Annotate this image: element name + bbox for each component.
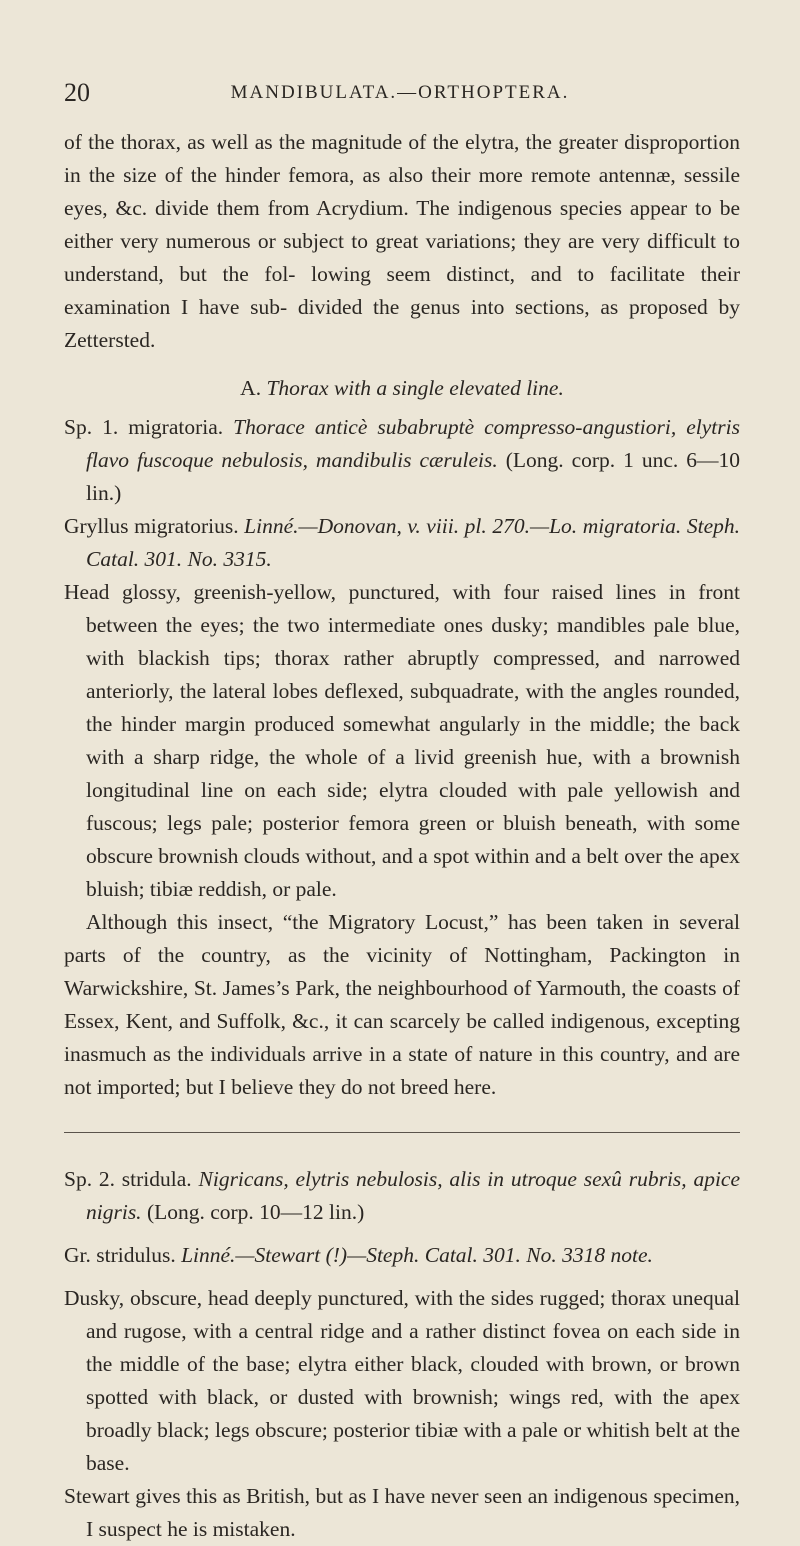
species1-synonym-name: Gryllus migratorius.: [64, 514, 239, 538]
species1-synonym-ref: Linné.—Donovan, v. viii. pl. 270.—Lo. migratoria. Steph. Catal. 301. No. 3315.: [86, 514, 741, 571]
species2-synonym-name: Gr. stridulus.: [64, 1243, 176, 1267]
species2-description: Dusky, obscure, head deeply punctured, with the sides rugged; thorax unequal and rugose, with a central ridge and a rather distinct fovea on each side in the middle of the base; elytra either black, clouded with brown, or brown spotted with black, or dusted with brownish; wings red, with the apex broadly black; legs obscure; posterior tibiæ with a pale or whitish belt at the base.: [64, 1286, 740, 1475]
species2-note: Stewart gives this as British, but as I have never seen an indigenous specimen, I suspect he is mistaken.: [64, 1484, 740, 1541]
spacer: [64, 1229, 740, 1239]
page-body: [64, 126, 740, 1546]
species1-note: Although this insect, “the Migratory Locust,” has been taken in several parts of the country, as the vicinity of Nottingham, Packington in Warwickshire, St. James’s Park, the neighbourhood of Yarmouth, the coasts of Essex, Kent, and Suffolk, &c., it can scarcely be called indigenous, excepting inasmuch as the individuals arrive in a state of nature in this country, and are not imported; but I believe they do not breed here.: [64, 910, 740, 1099]
running-head: MANDIBULATA.—ORTHOPTERA.: [230, 82, 570, 103]
spacer: [64, 1272, 740, 1282]
species1-latin: Thorace anticè subabruptè compresso-angustiori, elytris flavo fuscoque nebulosis, mandibulis cæruleis.: [86, 415, 740, 472]
page-number: 20: [64, 78, 90, 107]
species2-measure: (Long. corp. 10—12 lin.): [146, 1200, 365, 1224]
section-heading: [64, 372, 740, 405]
species2-latin: Nigricans, elytris nebulosis, alis in utroque sexû rubris, apice nigris.: [86, 1167, 741, 1224]
section-divider: [64, 1132, 740, 1133]
species1-label: Sp. 1. migratoria.: [64, 415, 224, 439]
species2-diagnosis: [64, 1163, 740, 1229]
species1-measure: (Long. corp. 1 unc. 6—10 lin.): [86, 448, 741, 505]
species2-synonym-ref: Linné.—Stewart (!)—Steph. Catal. 301. No. 3318 note.: [181, 1243, 653, 1267]
species1-description: Head glossy, greenish-yellow, punctured, with four raised lines in front between the eyes; the two intermediate ones dusky; mandibles pale blue, with blackish tips; thorax rather abruptly compressed, and narrowed anteriorly, the lateral lobes deflexed, subquadrate, with the angles rounded, the hinder margin produced somewhat angularly in the middle; the back with a sharp ridge, the whole of a livid greenish hue, with a brownish longitudinal line on each side; elytra clouded with pale yellowish and fuscous; legs pale; posterior femora green or bluish beneath, with some obscure brownish clouds without, and a spot within and a belt over the apex bluish; tibiæ reddish, or pale.: [64, 580, 740, 901]
species1-synonymy: [64, 510, 740, 576]
section-letter: A.: [240, 376, 262, 400]
species2-label: Sp. 2. stridula.: [64, 1167, 192, 1191]
intro-paragraph: of the thorax, as well as the magnitude of the elytra, the greater disproportion in the size of the hinder femora, as also their more remote antennæ, sessile eyes, &c. divide them from Acrydium. The indigenous species appear to be either very numerous or subject to great variations; they are very difficult to understand, but the fol- lowing seem distinct, and to facilitate their examination I have sub- divided the genus into sections, as proposed by Zettersted.: [64, 130, 740, 352]
species1-diagnosis: [64, 411, 740, 510]
section-title: Thorax with a single elevated line.: [266, 376, 564, 400]
page-header: [64, 78, 736, 108]
species2-synonymy: [64, 1239, 740, 1272]
